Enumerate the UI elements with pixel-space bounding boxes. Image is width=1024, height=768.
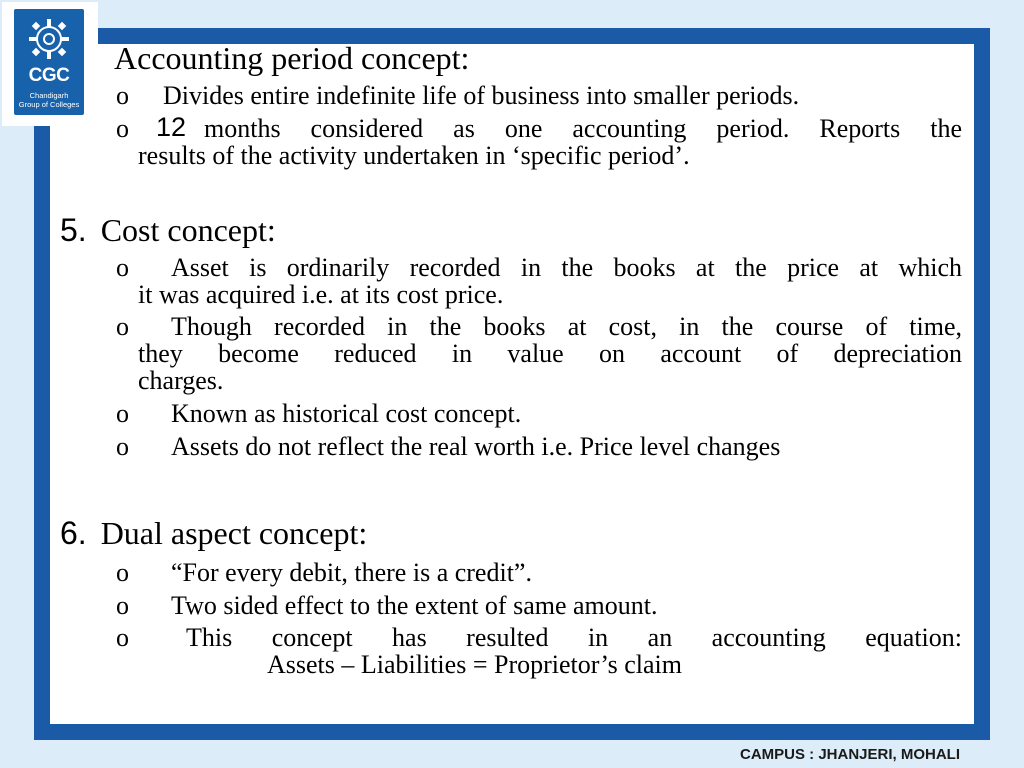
logo-name xyxy=(14,91,84,109)
section-title: Accounting period concept: xyxy=(114,40,470,76)
bullet-text: Asset is ordinarily recorded in the books at the price at which xyxy=(171,253,962,282)
bullet-text-cont: they become reduced in value on account of depreciation xyxy=(138,339,962,368)
bullet-marker: o xyxy=(116,623,129,652)
section-heading-4 xyxy=(60,40,469,77)
bullet-text-cont: it was acquired i.e. at its cost price. xyxy=(138,280,504,309)
logo-abbr: CGC xyxy=(28,65,70,86)
logo-badge xyxy=(14,9,84,115)
section-title: Dual aspect concept: xyxy=(100,515,368,551)
bullet-text: This concept has resulted in an accounting equation: xyxy=(186,623,962,652)
bullet-text: Two sided effect to the extent of same amount. xyxy=(171,591,658,620)
logo-name-line1: Chandigarh xyxy=(29,91,69,100)
bullet-text: Though recorded in the books at cost, in the course of time, xyxy=(171,312,962,341)
bullet-marker: o xyxy=(116,558,129,587)
section-title: Cost concept: xyxy=(100,212,276,248)
bullet-text: Known as historical cost concept. xyxy=(171,399,522,428)
section-heading-6 xyxy=(60,515,367,552)
accounting-equation: Assets – Liabilities = Proprietor’s claim xyxy=(267,650,682,679)
bullet-marker: o xyxy=(116,81,129,110)
bullet-text: months considered as one accounting period. Reports the xyxy=(204,114,962,143)
campus-footer: CAMPUS : JHANJERI, MOHALI xyxy=(740,746,961,763)
bullet-marker: o xyxy=(116,312,129,341)
section-heading-5 xyxy=(60,212,276,249)
logo-name-line2: Group of Colleges xyxy=(18,100,80,109)
bullet-marker: o xyxy=(116,432,129,461)
gear-emblem-icon xyxy=(25,15,73,63)
bullet-text: Divides entire indefinite life of business into smaller periods. xyxy=(163,81,800,110)
college-logo xyxy=(2,2,98,126)
bullet-marker: o xyxy=(116,399,129,428)
section-number: 6. xyxy=(60,515,87,551)
bullet-marker: o xyxy=(116,114,129,143)
bullet-text: Assets do not reflect the real worth i.e. Price level changes xyxy=(171,432,781,461)
section-number: 5. xyxy=(60,212,87,248)
bullet-marker: o xyxy=(116,253,129,282)
bullet-number: 12 xyxy=(156,112,187,142)
bullet-text-cont: results of the activity undertaken in ‘specific period’. xyxy=(138,141,690,170)
bullet-marker: o xyxy=(116,591,129,620)
bullet-text: “For every debit, there is a credit”. xyxy=(171,558,532,587)
bullet-text-cont: charges. xyxy=(138,366,224,395)
